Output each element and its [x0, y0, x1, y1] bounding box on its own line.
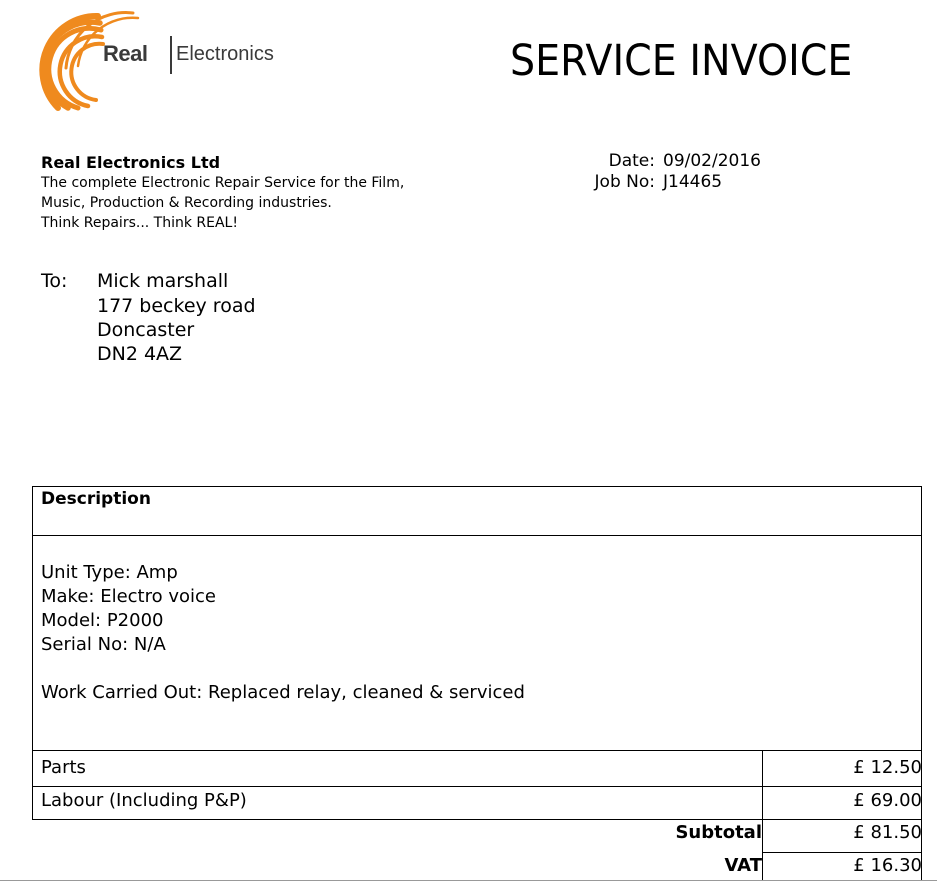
totals-row-divider	[762, 852, 922, 853]
invoice-title: SERVICE INVOICE	[510, 36, 853, 86]
unit-model: Model: P2000	[41, 610, 164, 631]
company-tagline-line: Music, Production & Recording industries.	[41, 195, 332, 211]
date-label: Date:	[608, 151, 655, 171]
item-label-parts: Parts	[41, 757, 86, 778]
description-box	[32, 486, 922, 750]
recipient-address-line: Doncaster	[97, 319, 195, 341]
job-number-value: J14465	[663, 172, 723, 192]
unit-make: Make: Electro voice	[41, 586, 216, 607]
items-left-border	[32, 750, 33, 820]
subtotal-label: Subtotal	[675, 822, 762, 843]
logo-brand-light: Electronics	[176, 43, 274, 65]
recipient-label: To:	[41, 270, 68, 292]
items-row-divider	[32, 786, 922, 787]
job-number-label: Job No:	[594, 172, 655, 192]
company-tagline-line: The complete Electronic Repair Service for the Film,	[41, 175, 405, 191]
items-top-border	[32, 750, 922, 751]
vat-label: VAT	[724, 855, 762, 876]
item-amount-labour: £ 69.00	[853, 790, 922, 811]
subtotal-amount: £ 81.50	[853, 822, 922, 843]
vat-amount: £ 16.30	[853, 855, 922, 876]
item-amount-parts: £ 12.50	[853, 757, 922, 778]
item-label-labour: Labour (Including P&P)	[41, 790, 247, 811]
description-header-divider	[32, 535, 922, 536]
logo-brand-bold: Real	[103, 41, 148, 66]
description-header: Description	[41, 489, 151, 509]
company-tagline-line: Think Repairs... Think REAL!	[41, 215, 238, 231]
recipient-address-line: 177 beckey road	[97, 295, 256, 317]
page-bottom-rule	[0, 880, 937, 881]
unit-type: Unit Type: Amp	[41, 562, 178, 583]
recipient-postcode: DN2 4AZ	[97, 343, 183, 365]
date-value: 09/02/2016	[663, 151, 761, 171]
logo-divider	[170, 36, 172, 74]
recipient-name: Mick marshall	[97, 270, 229, 292]
company-name: Real Electronics Ltd	[41, 153, 221, 172]
work-carried-out: Work Carried Out: Replaced relay, cleaned & serviced	[41, 682, 525, 703]
amount-column-left-border	[762, 750, 763, 880]
items-bottom-border	[32, 819, 922, 820]
unit-serial: Serial No: N/A	[41, 634, 166, 655]
